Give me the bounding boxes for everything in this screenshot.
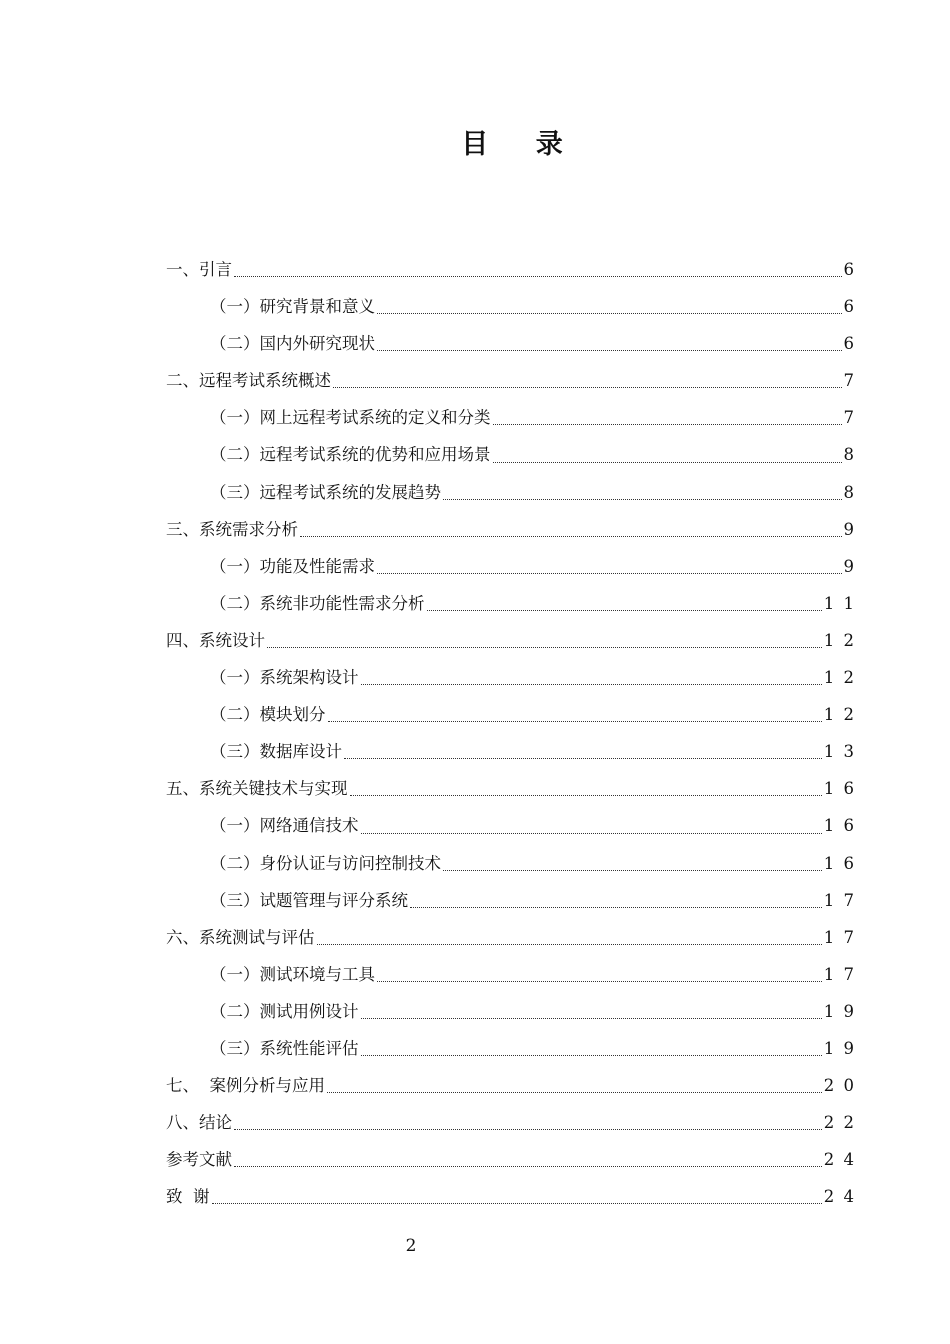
toc-entry-label: （三）数据库设计 [210, 742, 342, 762]
toc-entry-page: 8 [843, 445, 856, 465]
toc-entry-page: 6 [843, 297, 856, 317]
toc-entry-label: （三）系统性能评估 [210, 1038, 359, 1058]
toc-entry-page: 1 9 [823, 1038, 856, 1058]
toc-entry-label: （一）测试环境与工具 [210, 964, 375, 984]
toc-entry-page: 1 7 [823, 927, 856, 947]
toc-entry-research-status[interactable] [166, 325, 856, 362]
toc-entry-label: （一）系统架构设计 [210, 668, 359, 688]
toc-entry-page: 1 2 [823, 668, 856, 688]
toc-entry-page: 2 0 [823, 1076, 856, 1096]
dot-leader [333, 386, 842, 388]
toc-entry-database[interactable] [166, 733, 856, 770]
toc-entry-system-overview[interactable] [166, 362, 856, 399]
toc-entry-page: 6 [843, 334, 856, 354]
toc-entry-page: 2 4 [823, 1187, 856, 1207]
toc-entry-page: 1 3 [823, 742, 856, 762]
toc-entry-page: 8 [843, 482, 856, 502]
toc-entry-label: 一、引言 [166, 260, 232, 279]
toc-entry-key-technologies[interactable] [166, 770, 856, 807]
toc-entry-label: （一）研究背景和意义 [210, 297, 375, 317]
dot-leader [377, 349, 842, 351]
dot-leader [493, 461, 842, 463]
toc-entry-case-study[interactable] [166, 1067, 856, 1104]
dot-leader [300, 535, 842, 537]
dot-leader [317, 943, 822, 945]
toc-entry-label: （二）模块划分 [210, 705, 326, 725]
dot-leader [328, 720, 822, 722]
toc-entry-label: 四、系统设计 [166, 630, 265, 650]
dot-leader [377, 980, 822, 982]
toc-entry-page: 2 4 [823, 1150, 856, 1170]
dot-leader [443, 498, 842, 500]
toc-entry-label: 五、系统关键技术与实现 [166, 779, 348, 799]
toc-entry-label: （二）测试用例设计 [210, 1001, 359, 1021]
toc-entry-definition[interactable] [166, 399, 856, 436]
toc-entry-label: 二、远程考试系统概述 [166, 371, 331, 391]
toc-entry-label: （一）网上远程考试系统的定义和分类 [210, 408, 491, 428]
toc-entry-trends[interactable] [166, 474, 856, 511]
toc-entry-label: 致 谢 [166, 1187, 210, 1207]
toc-entry-system-design[interactable] [166, 622, 856, 659]
dot-leader [443, 869, 822, 871]
toc-entry-page: 1 2 [823, 705, 856, 725]
table-of-contents [166, 251, 856, 1215]
toc-entry-page: 1 7 [823, 890, 856, 910]
dot-leader [327, 1091, 822, 1093]
toc-entry-advantages[interactable] [166, 436, 856, 473]
dot-leader [344, 757, 822, 759]
toc-entry-page: 9 [843, 556, 856, 576]
toc-entry-architecture[interactable] [166, 659, 856, 696]
dot-leader [427, 609, 822, 611]
toc-entry-page: 6 [843, 260, 856, 279]
toc-entry-label: 三、系统需求分析 [166, 519, 298, 539]
dot-leader [234, 1128, 822, 1130]
dot-leader [267, 646, 822, 648]
toc-entry-conclusion[interactable] [166, 1104, 856, 1141]
toc-entry-test-environment[interactable] [166, 956, 856, 993]
toc-entry-test-cases[interactable] [166, 993, 856, 1030]
dot-leader [361, 1054, 822, 1056]
toc-entry-label: （二）远程考试系统的优势和应用场景 [210, 445, 491, 465]
toc-entry-testing[interactable] [166, 919, 856, 956]
toc-entry-page: 9 [843, 519, 856, 539]
toc-entry-authentication[interactable] [166, 845, 856, 882]
dot-leader [377, 572, 842, 574]
toc-entry-label: 七、 案例分析与应用 [166, 1076, 325, 1096]
dot-leader [234, 1165, 822, 1167]
toc-entry-network[interactable] [166, 807, 856, 844]
toc-entry-page: 1 6 [823, 779, 856, 799]
toc-entry-question-management[interactable] [166, 882, 856, 919]
dot-leader [493, 423, 842, 425]
toc-entry-functional-requirements[interactable] [166, 548, 856, 585]
dot-leader [361, 832, 822, 834]
toc-entry-label: 八、结论 [166, 1113, 232, 1133]
toc-entry-performance[interactable] [166, 1030, 856, 1067]
toc-entry-modules[interactable] [166, 696, 856, 733]
toc-entry-page: 7 [843, 408, 856, 428]
toc-entry-label: 参考文献 [166, 1150, 232, 1170]
toc-entry-label: （三）远程考试系统的发展趋势 [210, 482, 441, 502]
toc-entry-introduction[interactable] [166, 251, 856, 288]
dot-leader [410, 906, 822, 908]
toc-entry-nonfunctional-requirements[interactable] [166, 585, 856, 622]
toc-entry-page: 1 6 [823, 853, 856, 873]
toc-entry-references[interactable] [166, 1141, 856, 1178]
page-number: 2 [405, 1236, 417, 1256]
toc-entry-page: 1 7 [823, 964, 856, 984]
toc-entry-label: （一）功能及性能需求 [210, 556, 375, 576]
dot-leader [361, 1017, 822, 1019]
toc-entry-label: （二）系统非功能性需求分析 [210, 593, 425, 613]
toc-entry-page: 7 [843, 371, 856, 391]
toc-entry-page: 1 6 [823, 816, 856, 836]
toc-entry-label: （二）国内外研究现状 [210, 334, 375, 354]
toc-entry-label: 六、系统测试与评估 [166, 927, 315, 947]
toc-entry-acknowledgements[interactable] [166, 1178, 856, 1215]
toc-entry-page: 1 2 [823, 630, 856, 650]
toc-entry-page: 1 1 [823, 593, 856, 613]
toc-entry-page: 1 9 [823, 1001, 856, 1021]
dot-leader [234, 275, 842, 277]
toc-entry-requirements[interactable] [166, 511, 856, 548]
toc-entry-page: 2 2 [823, 1113, 856, 1133]
dot-leader [361, 683, 822, 685]
dot-leader [350, 794, 822, 796]
toc-entry-label: （二）身份认证与访问控制技术 [210, 853, 441, 873]
toc-entry-label: （三）试题管理与评分系统 [210, 890, 408, 910]
toc-title: 目 录 [461, 129, 565, 160]
toc-entry-label: （一）网络通信技术 [210, 816, 359, 836]
dot-leader [212, 1202, 822, 1204]
toc-entry-research-background[interactable] [166, 288, 856, 325]
dot-leader [377, 312, 842, 314]
